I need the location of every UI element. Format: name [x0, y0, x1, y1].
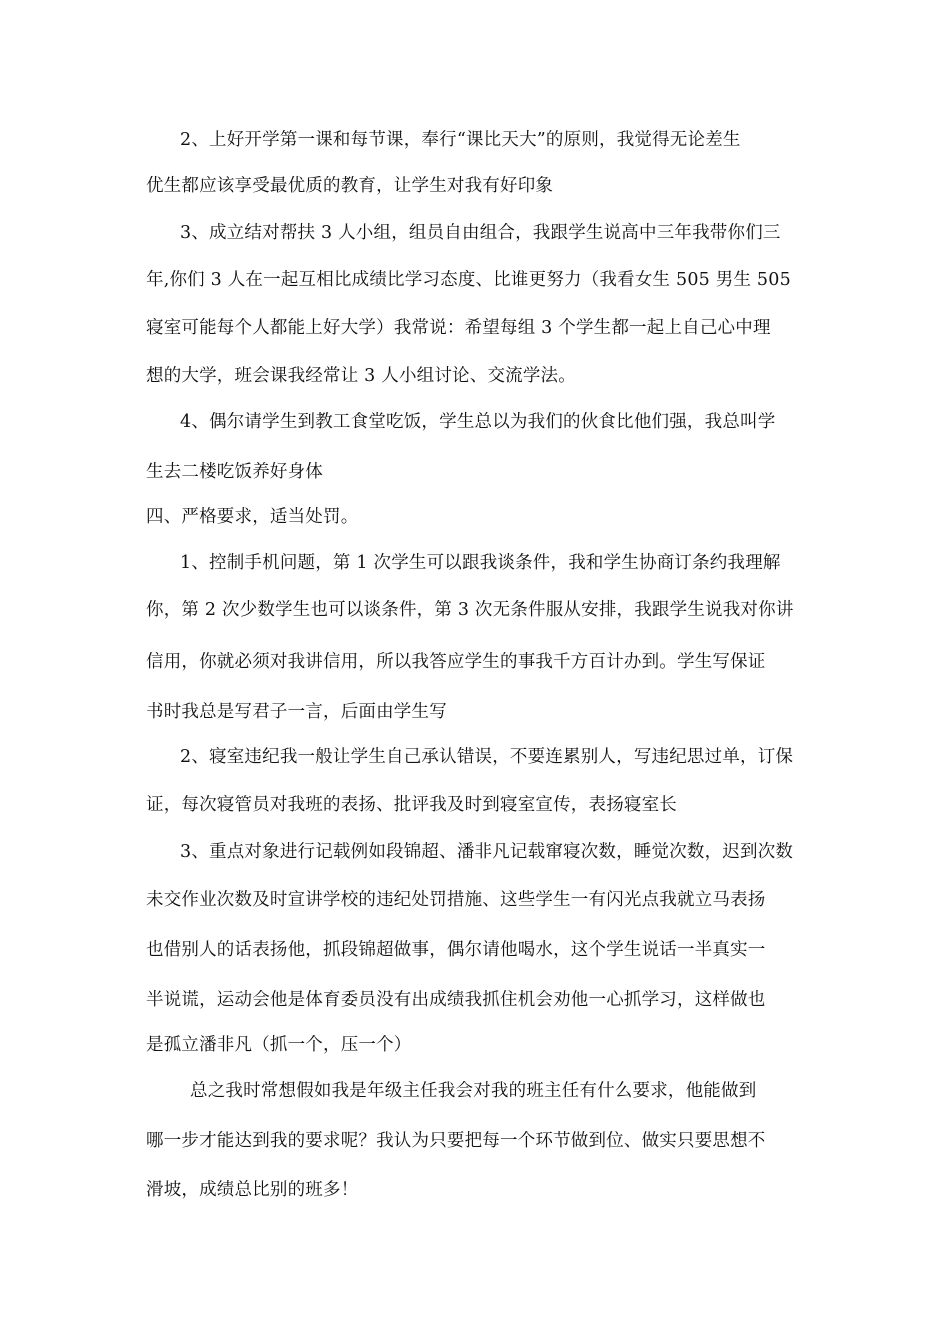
item-3-line-5: 是孤立潘非凡（抓一个，压一个）	[146, 1035, 412, 1055]
conclusion-line-2: 哪一步才能达到我的要求呢？我认为只要把每一个环节做到位、做实只要思想不	[146, 1131, 766, 1151]
item-3-line-2: 未交作业次数及时宣讲学校的违纪处罚措施、这些学生一有闪光点我就立马表扬	[146, 890, 766, 910]
item-1-line-4: 书时我总是写君子一言，后面由学生写	[146, 702, 447, 722]
paragraph-2-line-1: 2、上好开学第一课和每节课，奉行“课比天大”的原则，我觉得无论差生	[180, 130, 741, 150]
paragraph-4-line-1: 4、偶尔请学生到教工食堂吃饭，学生总以为我们的伙食比他们强，我总叫学	[180, 412, 776, 432]
item-1-line-1: 1、控制手机问题，第 1 次学生可以跟我谈条件，我和学生协商订条约我理解	[180, 553, 781, 573]
paragraph-3-line-4: 想的大学，班会课我经常让 3 人小组讨论、交流学法。	[146, 366, 576, 386]
item-3-line-1: 3、重点对象进行记载例如段锦超、潘非凡记载窜寝次数，睡觉次数，迟到次数	[180, 842, 794, 862]
item-2-line-2: 证，每次寝管员对我班的表扬、批评我及时到寝室宣传，表扬寝室长	[146, 795, 677, 815]
item-1-line-2: 你，第 2 次少数学生也可以谈条件，第 3 次无条件服从安排，我跟学生说我对你讲	[146, 600, 794, 620]
paragraph-3-line-3: 寝室可能每个人都能上好大学）我常说：希望每组 3 个学生都一起上自己心中理	[146, 318, 771, 338]
item-2-line-1: 2、寝室违纪我一般让学生自己承认错误，不要连累别人，写违纪思过单，订保	[180, 747, 794, 767]
item-3-line-4: 半说谎，运动会他是体育委员没有出成绩我抓住机会劝他一心抓学习，这样做也	[146, 990, 766, 1010]
conclusion-line-3: 滑坡，成绩总比别的班多！	[146, 1180, 359, 1200]
item-3-line-3: 也借别人的话表扬他，抓段锦超做事，偶尔请他喝水，这个学生说话一半真实一	[146, 940, 766, 960]
conclusion-line-1: 总之我时常想假如我是年级主任我会对我的班主任有什么要求，他能做到	[190, 1081, 757, 1101]
paragraph-2-line-2: 优生都应该享受最优质的教育，让学生对我有好印象	[146, 176, 554, 196]
paragraph-3-line-2: 年,你们 3 人在一起互相比成绩比学习态度、比谁更努力（我看女生 505 男生 505	[146, 270, 791, 290]
item-1-line-3: 信用，你就必须对我讲信用，所以我答应学生的事我千方百计办到。学生写保证	[146, 652, 766, 672]
paragraph-3-line-1: 3、成立结对帮扶 3 人小组，组员自由组合，我跟学生说高中三年我带你们三	[180, 223, 781, 243]
paragraph-4-line-2: 生去二楼吃饭养好身体	[146, 462, 323, 482]
section-heading-4: 四、严格要求，适当处罚。	[146, 507, 359, 527]
